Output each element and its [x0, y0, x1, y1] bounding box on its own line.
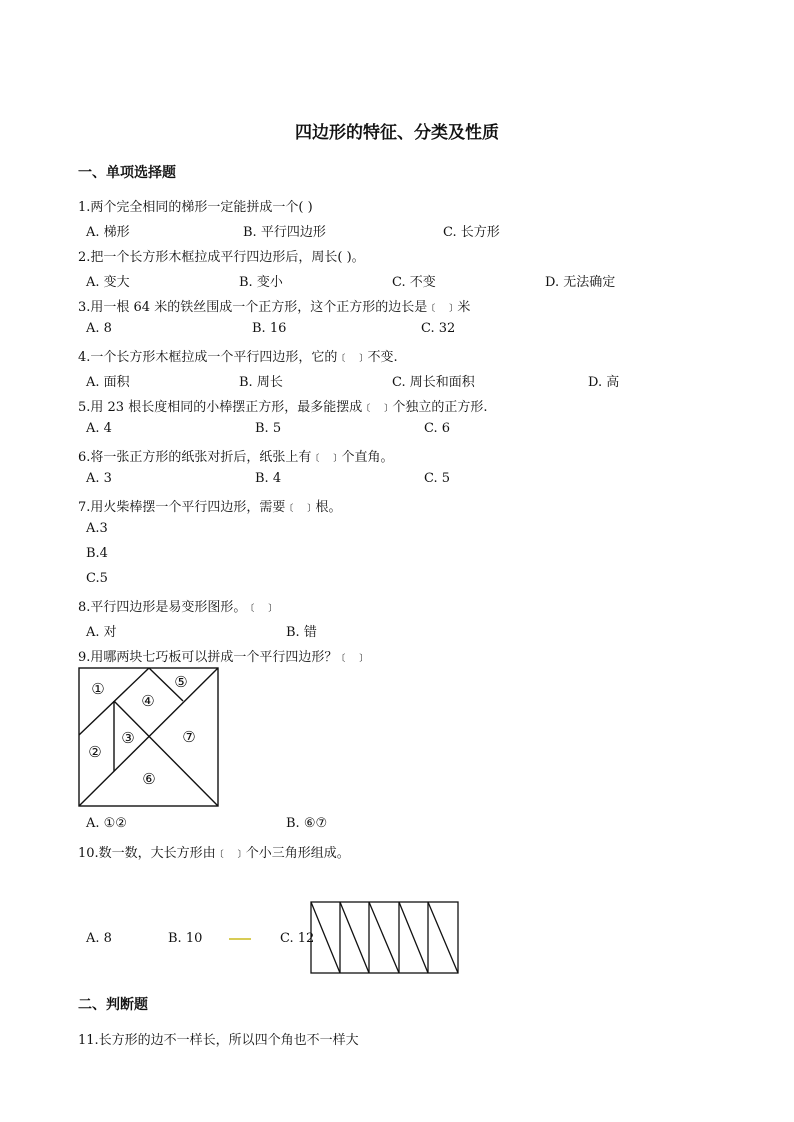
tangram-figure [78, 667, 220, 808]
question-3: 3.用一根 64 米的铁丝围成一个正方形，这个正方形的边长是﹝ ﹞米 [78, 300, 471, 315]
tangram-label-3: ③ [121, 729, 135, 747]
q10-option-c[interactable]: C. 12 [280, 931, 315, 946]
q8-option-b[interactable]: B. 错 [286, 625, 317, 640]
diagonal-3 [369, 902, 399, 973]
diagonal-2 [340, 902, 369, 973]
diagonal-5 [428, 902, 458, 973]
q5-option-a[interactable]: A. 4 [86, 421, 112, 436]
q6-option-b[interactable]: B. 4 [255, 471, 282, 486]
q7-option-b[interactable]: B.4 [86, 546, 108, 561]
q1-option-b[interactable]: B. 平行四边形 [243, 225, 326, 240]
q10-option-b[interactable]: B. 10 [168, 931, 203, 946]
q5-option-b[interactable]: B. 5 [255, 421, 282, 436]
q3-option-a[interactable]: A. 8 [86, 321, 112, 336]
question-11: 11.长方形的边不一样长，所以四个角也不一样大 [78, 1033, 359, 1048]
question-6: 6.将一张正方形的纸张对折后，纸张上有﹝ ﹞个直角。 [78, 450, 394, 465]
q4-option-b[interactable]: B. 周长 [239, 375, 283, 390]
q4-option-a[interactable]: A. 面积 [86, 375, 130, 390]
q1-option-c[interactable]: C. 长方形 [443, 225, 500, 240]
section-heading-single-choice: 一、单项选择题 [78, 165, 176, 181]
q9-option-a[interactable]: A. ①② [86, 816, 127, 831]
q2-option-c[interactable]: C. 不变 [392, 275, 436, 290]
q4-option-c[interactable]: C. 周长和面积 [392, 375, 475, 390]
q3-option-c[interactable]: C. 32 [421, 321, 456, 336]
section-heading-true-false: 二、判断题 [78, 997, 148, 1013]
question-2: 2.把一个长方形木框拉成平行四边形后，周长( )。 [78, 250, 365, 265]
question-4: 4.一个长方形木框拉成一个平行四边形，它的﹝ ﹞不变. [78, 350, 398, 365]
tangram-label-5: ⑤ [174, 673, 188, 691]
q6-option-a[interactable]: A. 3 [86, 471, 112, 486]
rectangle-triangles-figure [310, 901, 460, 974]
question-1: 1.两个完全相同的梯形一定能拼成一个( ) [78, 200, 313, 215]
decorative-mark [229, 938, 251, 940]
tangram-line-3 [114, 701, 218, 806]
tangram-label-2: ② [88, 743, 102, 761]
q3-option-b[interactable]: B. 16 [252, 321, 287, 336]
q9-option-b[interactable]: B. ⑥⑦ [286, 816, 328, 831]
tangram-label-4: ④ [141, 692, 155, 710]
tangram-label-7: ⑦ [182, 728, 196, 746]
diagonal-1 [311, 902, 340, 973]
q7-option-c[interactable]: C.5 [86, 571, 108, 586]
q2-option-a[interactable]: A. 变大 [86, 275, 130, 290]
q2-option-d[interactable]: D. 无法确定 [545, 275, 616, 290]
q4-option-d[interactable]: D. 高 [588, 375, 620, 390]
question-9: 9.用哪两块七巧板可以拼成一个平行四边形？﹝ ﹞ [78, 650, 368, 665]
question-7: 7.用火柴棒摆一个平行四边形，需要﹝ ﹞根。 [78, 500, 342, 515]
q8-option-a[interactable]: A. 对 [86, 625, 117, 640]
page-title: 四边形的特征、分类及性质 [295, 123, 499, 143]
q7-option-a[interactable]: A.3 [86, 521, 108, 536]
tangram-label-6: ⑥ [142, 770, 156, 788]
q2-option-b[interactable]: B. 变小 [239, 275, 283, 290]
q5-option-c[interactable]: C. 6 [424, 421, 451, 436]
diagonal-4 [399, 902, 428, 973]
question-8: 8.平行四边形是易变形图形。﹝ ﹞ [78, 600, 277, 615]
question-10: 10.数一数，大长方形由﹝ ﹞个小三角形组成。 [78, 846, 350, 861]
tangram-label-1: ① [91, 680, 105, 698]
question-5: 5.用 23 根长度相同的小棒摆正方形，最多能摆成﹝ ﹞个独立的正方形. [78, 400, 488, 415]
q1-option-a[interactable]: A. 梯形 [86, 225, 130, 240]
q10-option-a[interactable]: A. 8 [86, 931, 112, 946]
q6-option-c[interactable]: C. 5 [424, 471, 451, 486]
